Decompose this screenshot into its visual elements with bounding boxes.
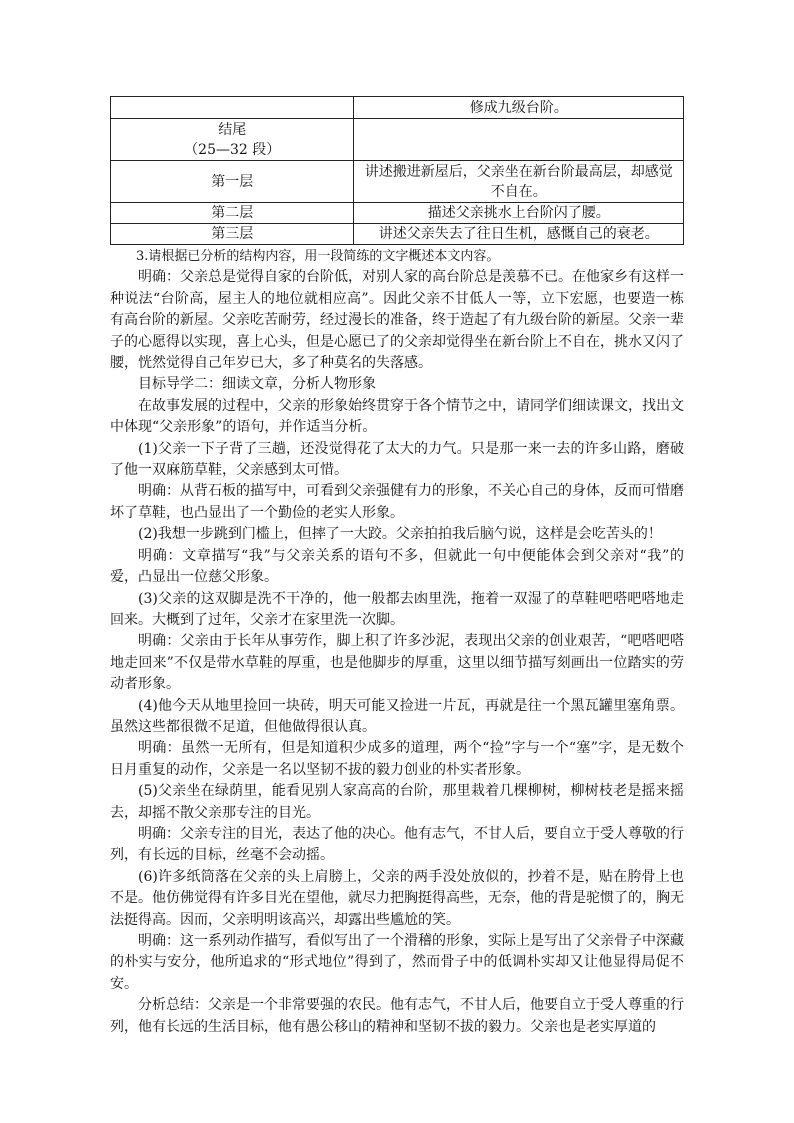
table-cell [111, 97, 354, 119]
table-cell: 第二层 [111, 203, 354, 224]
instruction-paragraph: 在故事发展的过程中，父亲的形象始终贯穿于各个情节之中，请同学们细读课文，找出文中体现“父亲形象”的语句，并作适当分析。 [110, 397, 684, 436]
structure-table [110, 96, 684, 245]
quote-paragraph: (2)我想一步跳到门槛上，但摔了一大跤。父亲拍拍我后脑勺说，这样是会吃苦头的！ [138, 526, 662, 543]
quote-paragraph: (5)父亲坐在绿荫里，能看见别人家高高的台阶，那里栽着几棵柳树，柳树枝老是摇来摇去，却摇不散父亲那专注的目光。 [110, 783, 684, 821]
answer-paragraph: 明确：从背石板的描写中，可看到父亲强健有力的形象，不关心自己的身体，反而可惜磨坏了草鞋，也凸显出了一个勤俭的老实人形象。 [110, 483, 684, 521]
answer-paragraph: 明确：父亲由于长年从事劳作，脚上积了许多沙泥，表现出父亲的创业艰苦，“吧嗒吧嗒地走回来”不仅是带水草鞋的厚重，也是他脚步的厚重，这里以细节描写刻画出一位踏实的劳动者形象。 [110, 633, 684, 693]
table-row [111, 224, 684, 245]
quote-paragraph: (1)父亲一下子背了三趟，还没觉得花了太大的力气。只是那一来一去的许多山路，磨破了他一双麻筋草鞋，父亲感到太可惜。 [110, 440, 684, 479]
answer-paragraph: 明确：虽然一无所有，但是知道积少成多的道理，两个“捡”字与一个“塞”字，是无数个日月重复的动作，父亲是一名以坚韧不拔的毅力创业的朴实者形象。 [110, 740, 684, 778]
question-paragraph: 3.请根据已分析的结构内容，用一段简练的文字概述本文内容。 [136, 249, 500, 264]
quote-paragraph: (3)父亲的这双脚是洗不干净的，他一般都去凼里洗，拖着一双湿了的草鞋吧嗒吧嗒地走回来。大概到了过年，父亲才在家里洗一次脚。 [110, 590, 684, 628]
table-cell: 描述父亲挑水上台阶闪了腰。 [354, 203, 684, 224]
article-body [110, 246, 684, 1038]
section-heading: 目标导学二：细读文章，分析人物形象 [138, 376, 376, 393]
table-cell: 第三层 [111, 224, 354, 245]
table-row [111, 97, 684, 119]
table-cell: 第一层 [111, 161, 354, 203]
quote-paragraph: (4)他今天从地里捡回一块砖，明天可能又捡进一片瓦，再就是往一个黑瓦罐里塞角票。虽然这些都很微不足道，但他做得很认真。 [110, 697, 684, 735]
table-row [111, 161, 684, 203]
table-cell: 讲述父亲失去了往日生机，感慨自己的衰老。 [354, 224, 684, 245]
table-cell: 修成九级台阶。 [354, 97, 684, 119]
table-row [111, 203, 684, 224]
summary-paragraph: 分析总结：父亲是一个非常要强的农民。他有志气，不甘人后，他要自立于受人尊重的行列，他有长远的生活目标，他有愚公移山的精神和坚韧不拔的毅力。父亲也是老实厚道的 [110, 997, 684, 1035]
table-row [111, 119, 684, 161]
answer-paragraph: 明确：文章描写“我”与父亲关系的语句不多，但就此一句中便能体会到父亲对“我”的爱，凸显出一位慈父形象。 [110, 547, 684, 586]
answer-paragraph: 明确：父亲总是觉得自家的台阶低，对别人家的高台阶总是羡慕不已。在他家乡有这样一种说法“台阶高，屋主人的地位就相应高”。因此父亲不甘低人一等，立下宏愿，也要造一栋有高台阶的新屋。父亲吃苦耐劳，经过漫长的准备，终于造起了有九级台阶的新屋。父亲一辈子的心愿得以实现，喜上心头，但是心愿已了的父亲却觉得坐在新台阶上不自在，挑水又闪了腰，恍然觉得自己年岁已大，多了种莫名的失落感。 [110, 269, 684, 372]
table-cell [354, 119, 684, 161]
answer-paragraph: 明确：父亲专注的目光，表达了他的决心。他有志气，不甘人后，要自立于受人尊敬的行列，有长远的目标，丝毫不会动摇。 [110, 825, 684, 864]
answer-paragraph: 明确：这一系列动作描写，看似写出了一个滑稽的形象，实际上是写出了父亲骨子中深藏的朴实与安分，他所追求的“形式地位”得到了，然而骨子中的低调朴实却又让他显得局促不安。 [110, 933, 684, 992]
table-cell: 讲述搬进新屋后，父亲坐在新台阶最高层，却感觉不自在。 [354, 161, 684, 203]
quote-paragraph: (6)许多纸筒落在父亲的头上肩膀上，父亲的两手没处放似的，抄着不是，贴在胯骨上也不是。他仿佛觉得有许多目光在望他，就尽力把胸挺得高些，无奈，他的背是驼惯了的，胸无法挺得高。因而，父亲明明该高兴，却露出些尴尬的笑。 [110, 868, 684, 928]
table-cell: 结尾 （25—32 段） [111, 119, 354, 161]
